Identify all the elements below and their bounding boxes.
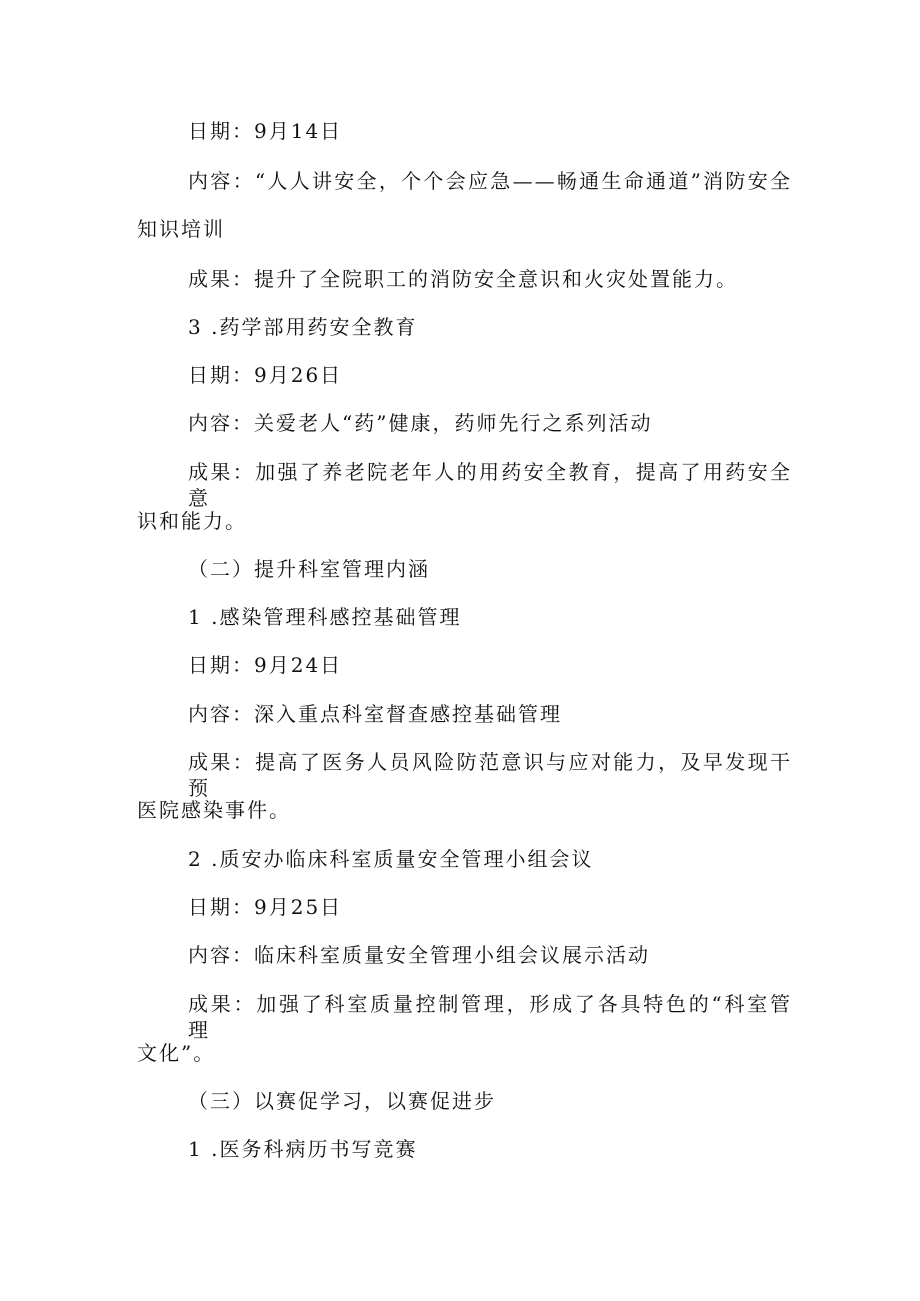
date-line: 日期：9月25日 [188,895,343,919]
content-line-continued: 知识培训 [137,217,225,241]
result-line-continued: 识和能力。 [137,509,247,533]
result-line: 成果：提升了全院职工的消防安全意识和火灾处置能力。 [188,267,738,291]
content-line: 内容：“人人讲安全，个个会应急——畅通生命通道”消防安全 [188,169,792,193]
item-heading: 3 .药学部用药安全教育 [188,315,418,339]
content-line: 内容：临床科室质量安全管理小组会议展示活动 [188,943,650,967]
item-heading: 1 .感染管理科感控基础管理 [188,605,462,629]
section-heading: （二）提升科室管理内涵 [188,557,430,581]
date-line: 日期：9月24日 [188,653,343,677]
content-line: 内容：关爱老人“药”健康，药师先行之系列活动 [188,411,653,435]
result-line-continued: 文化”。 [137,1041,216,1065]
result-line-continued: 医院感染事件。 [137,798,291,822]
item-heading: 2 .质安办临床科室质量安全管理小组会议 [188,847,594,871]
section-heading: （三）以赛促学习，以赛促进步 [188,1089,496,1113]
content-line: 内容：深入重点科室督查感控基础管理 [188,702,562,726]
date-line: 日期：9月14日 [188,119,343,143]
date-line: 日期：9月26日 [188,363,343,387]
item-heading: 1 .医务科病历书写竞赛 [188,1137,418,1161]
result-line: 成果：提高了医务人员风险防范意识与应对能力，及早发现干预 [188,750,792,800]
result-line: 成果：加强了养老院老年人的用药安全教育，提高了用药安全意 [188,460,792,510]
result-line: 成果：加强了科室质量控制管理，形成了各具特色的“科室管理 [188,992,792,1042]
